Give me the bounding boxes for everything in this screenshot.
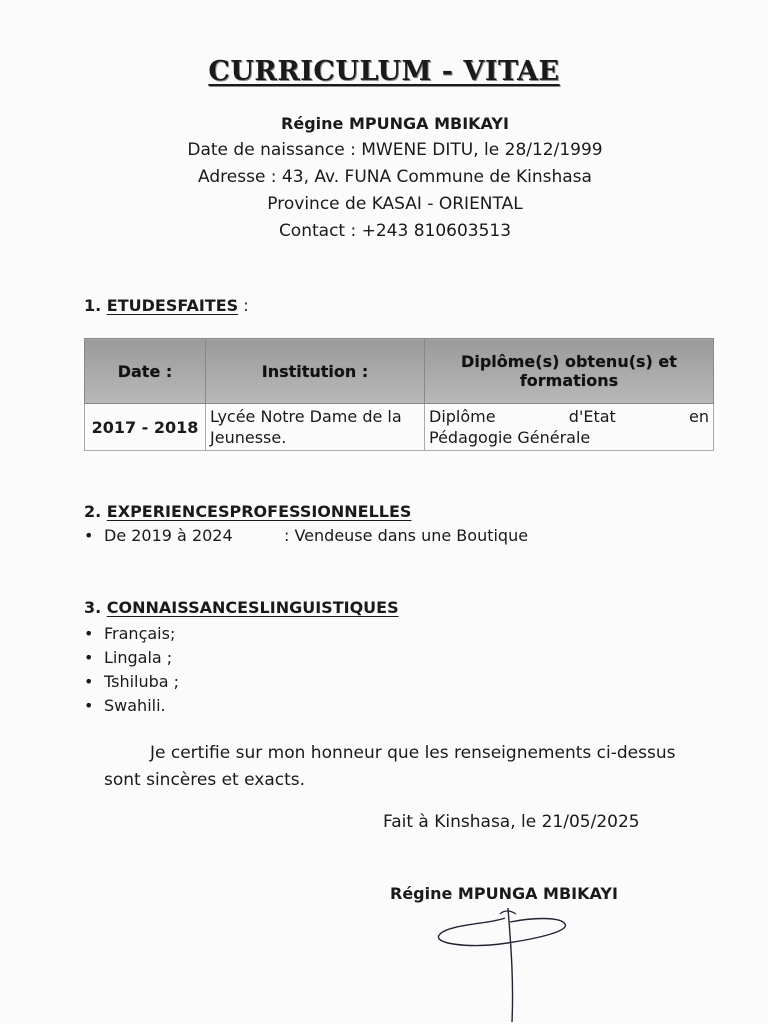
document-title: CURRICULUM - VITAE [208, 56, 560, 87]
experience-period: De 2019 à 2024 [104, 526, 233, 545]
section-languages-title [84, 598, 399, 617]
section-education-title [84, 296, 249, 315]
handwritten-signature-icon [430, 896, 570, 1024]
section-number: 1. [84, 296, 102, 315]
language-item: Tshiluba ; [104, 672, 180, 691]
list-item [84, 670, 179, 694]
diploma-word: d'Etat [568, 407, 616, 426]
list-item [84, 646, 179, 670]
header-diploma: Diplôme(s) obtenu(s) et formations [425, 339, 714, 404]
cell-diploma [425, 404, 714, 451]
certification-line: sont sincères et exacts. [104, 770, 306, 790]
address-info: Adresse : 43, Av. FUNA Commune de Kinshasa [198, 167, 592, 187]
personal-info [0, 110, 768, 245]
header-date: Date : [85, 339, 206, 404]
section-number: 2. [84, 502, 102, 521]
certification-line: Je certifie sur mon honneur que les renseignements ci-dessus [150, 743, 676, 763]
section-experience-title [84, 502, 411, 521]
bullet-icon: • [84, 526, 94, 545]
experience-list [84, 524, 528, 548]
section-number: 3. [84, 598, 102, 617]
diploma-first-line [429, 406, 709, 427]
language-item: Lingala ; [104, 648, 173, 667]
diploma-word: en [689, 407, 709, 426]
table-header-row [85, 339, 714, 404]
bullet-icon: • [84, 696, 94, 715]
list-item [84, 524, 528, 548]
section-label: CONNAISSANCESLINGUISTIQUES [106, 598, 399, 617]
province-info: Province de KASAI - ORIENTAL [267, 194, 523, 214]
header-institution: Institution : [206, 339, 425, 404]
place-date: Fait à Kinshasa, le 21/05/2025 [383, 812, 640, 832]
section-label: EXPERIENCESPROFESSIONNELLES [106, 502, 412, 521]
certification-statement [104, 740, 744, 794]
bullet-icon: • [84, 624, 94, 643]
cell-institution: Lycée Notre Dame de la Jeunesse. [206, 404, 425, 451]
diploma-second-line: Pédagogie Générale [429, 428, 591, 447]
experience-description: : Vendeuse dans une Boutique [284, 526, 529, 545]
languages-list [84, 622, 179, 718]
person-name: Régine MPUNGA MBIKAYI [281, 114, 509, 133]
language-item: Swahili. [104, 696, 166, 715]
bullet-icon: • [84, 672, 94, 691]
signature-name: Régine MPUNGA MBIKAYI [390, 884, 618, 903]
language-item: Français; [104, 624, 176, 643]
education-table [84, 338, 714, 451]
contact-info: Contact : +243 810603513 [278, 221, 512, 241]
list-item [84, 694, 179, 718]
list-item [84, 622, 179, 646]
bullet-icon: • [84, 648, 94, 667]
section-label: ETUDESFAITES [106, 296, 239, 315]
cell-date: 2017 - 2018 [85, 404, 206, 451]
section-suffix: : [238, 296, 249, 315]
table-row [85, 404, 714, 451]
diploma-word: Diplôme [429, 407, 496, 426]
birth-info: Date de naissance : MWENE DITU, le 28/12/1999 [187, 140, 603, 160]
